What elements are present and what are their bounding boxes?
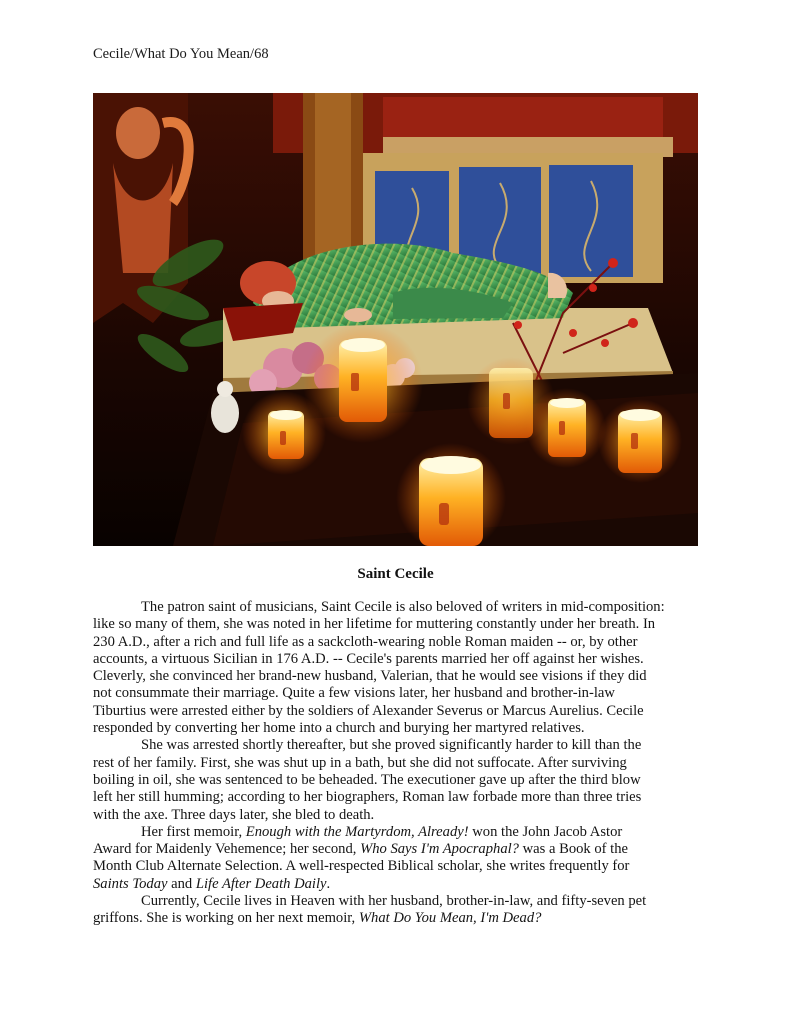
text-run: She was arrested shortly thereafter, but she proved significantly harder to kill than the [141,737,642,754]
text-run: Currently, Cecile lives in Heaven with her husband, brother-in-law, and fifty-seven pet [141,893,647,910]
text-run: accounts, a virtuous Sicilian in 176 A.D. -- Cecile's parents married her off against her wishes. [93,650,644,667]
paragraph [93,737,705,823]
article-title: Saint Cecile [357,566,434,582]
text-line [93,616,705,633]
text-line [93,858,705,875]
text-run: . [326,875,331,892]
text-run: griffons. She is working on her next memoir, [93,910,359,927]
text-run: Her first memoir, [141,823,246,840]
text-run: boiling in oil, she was sentenced to be beheaded. The executioner gave up after the third blow [93,771,641,788]
text-run: and [167,875,196,892]
text-line [93,634,705,651]
text-line [93,755,705,772]
saint-cecile-photo [93,93,698,546]
article-body [93,599,705,928]
text-run: with the axe. Three days later, she bled to death. [93,806,375,823]
text-line [93,685,705,702]
text-line [93,824,705,841]
text-line [93,789,705,806]
text-run: like so many of them, she was noted in her lifetime for muttering constantly under her breath. In [93,616,656,633]
text-line [93,841,705,858]
text-run: responded by converting her home into a church and burying her martyred relatives. [93,720,585,737]
text-line [93,910,705,927]
text-line [93,737,705,754]
text-line [93,599,705,616]
paragraph [93,893,705,928]
text-run: The patron saint of musicians, Saint Cecile is also beloved of writers in mid-composition: [141,599,665,615]
italic-title: Who Says I'm Apocraphal? [360,841,519,858]
text-run: 230 A.D., after a rich and full life as a sackcloth-wearing noble Roman maiden -- or, by other [93,633,638,650]
text-line [93,703,705,720]
text-line [93,668,705,685]
text-run: left her still humming; according to her biographers, Roman law forbade more than three tries [93,789,642,806]
paragraph [93,824,705,893]
paragraph [93,599,705,737]
text-run: Cleverly, she convinced her brand-new husband, Valerian, that he would see visions if they did [93,668,647,685]
running-head: Cecile/What Do You Mean/68 [93,46,269,62]
text-line [93,893,705,910]
text-run: not consummate their marriage. Quite a few visions later, her husband and brother-in-law [93,685,615,702]
text-line [93,651,705,668]
text-line [93,876,705,893]
text-run: Tiburtius were arrested either by the soldiers of Alexander Severus or Marcus Aurelius. Cecile [93,702,644,719]
text-line [93,772,705,789]
italic-title: Life After Death Daily [195,875,327,892]
italic-title: Enough with the Martyrdom, Already! [245,823,469,840]
text-run: won the John Jacob Astor [468,823,623,840]
text-line [93,720,705,737]
text-run: rest of her family. First, she was shut up in a bath, but she did not suffocate. After surviving [93,754,627,771]
text-run: was a Book of the [518,841,629,858]
text-run: Award for Maidenly Vehemence; her second, [93,841,361,858]
text-line [93,807,705,824]
italic-title: What Do You Mean, I'm Dead? [358,910,542,927]
photo-illustration [93,93,698,546]
text-run: Month Club Alternate Selection. A well-respected Biblical scholar, she writes frequently for [93,858,630,875]
italic-title: Saints Today [93,875,168,892]
